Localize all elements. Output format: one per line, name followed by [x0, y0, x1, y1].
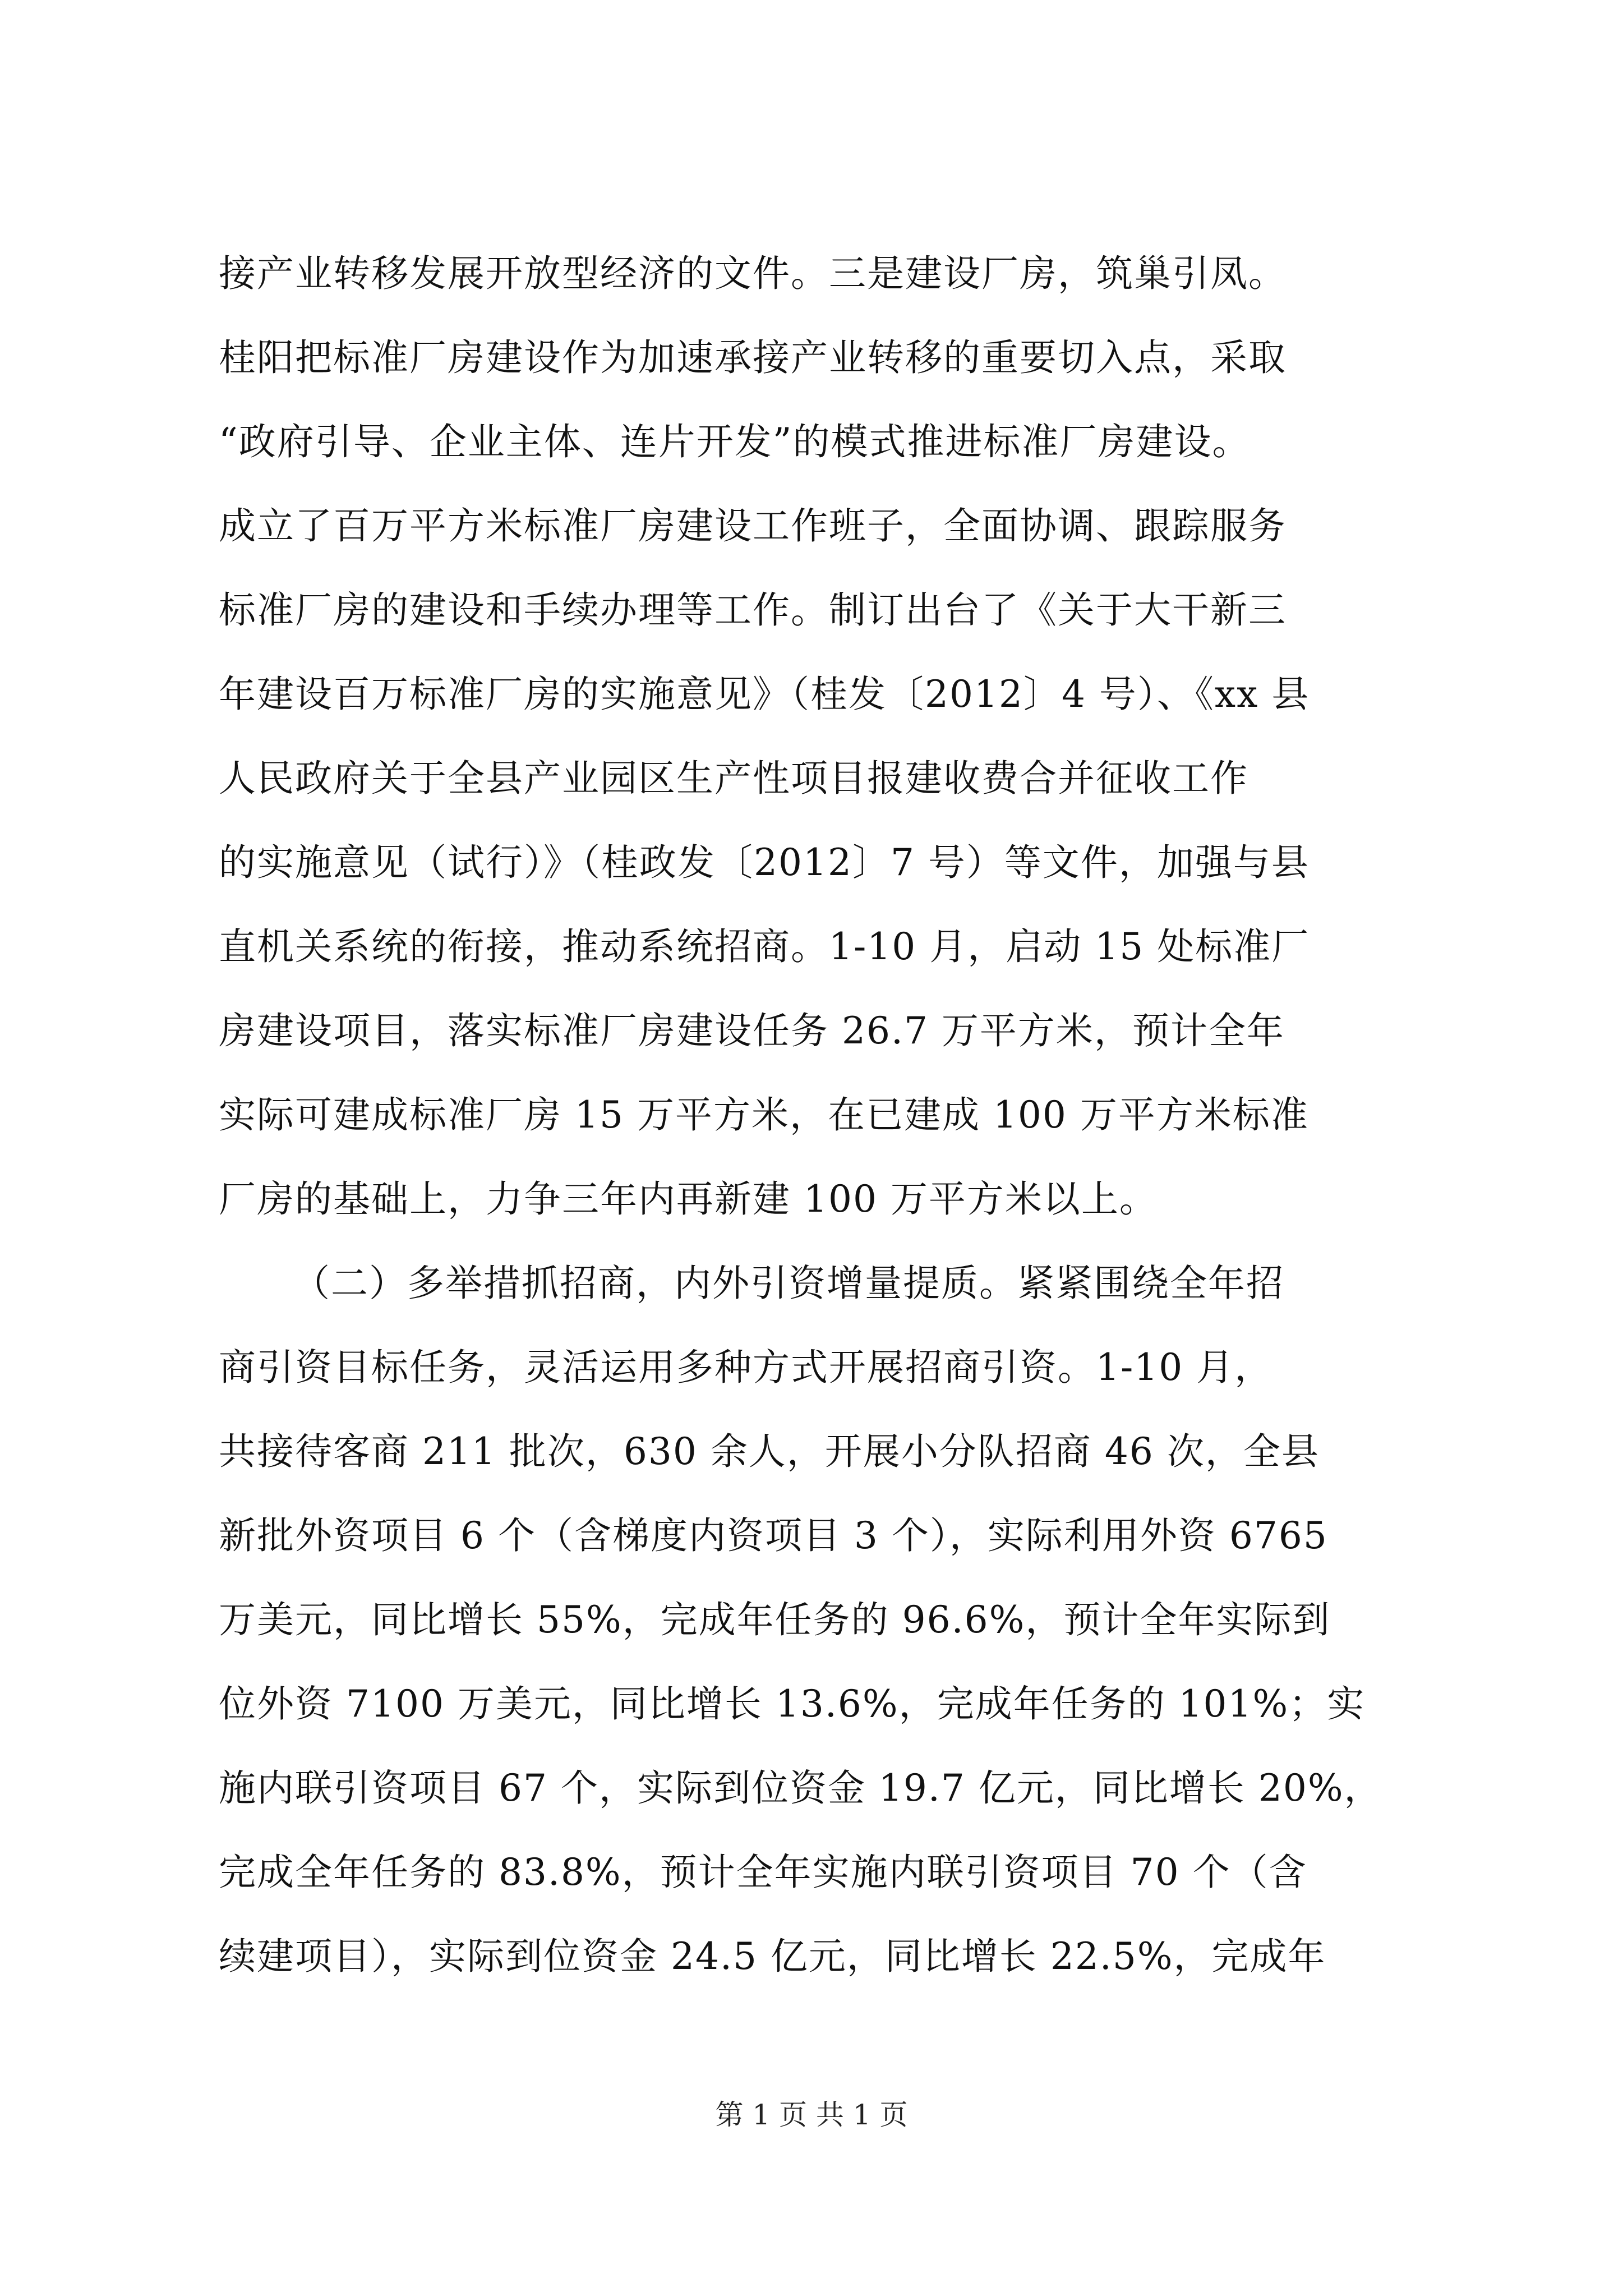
text-line: 人民政府关于全县产业园区生产性项目报建收费合并征收工作 [219, 757, 1248, 800]
page-number-label: 第 1 页 共 1 页 [715, 2099, 908, 2131]
text-line: 共接待客商 211 批次，630 余人，开展小分队招商 46 次，全县 [219, 1430, 1320, 1473]
page-footer [0, 2101, 1623, 2129]
body-text [219, 252, 1475, 2022]
text-line: 桂阳把标准厂房建设作为加速承接产业转移的重要切入点，采取 [219, 336, 1287, 379]
text-line: 接产业转移发展开放型经济的文件。三是建设厂房，筑巢引凤。 [219, 252, 1287, 295]
paragraph-start-line: （二）多举措抓招商，内外引资增量提质。紧紧围绕全年招 [293, 1262, 1284, 1305]
text-line: 厂房的基础上，力争三年内再新建 100 万平方米以上。 [219, 1177, 1158, 1221]
text-line: 标准厂房的建设和手续办理等工作。制订出台了《关于大干新三 [219, 588, 1287, 632]
text-line: 续建项目），实际到位资金 24.5 亿元，同比增长 22.5%，完成年 [219, 1935, 1326, 1978]
text-line: 位外资 7100 万美元，同比增长 13.6%，完成年任务的 101%；实 [219, 1682, 1366, 1726]
text-line: 的实施意见（试行）》（桂政发〔2012〕7 号）等文件，加强与县 [219, 841, 1310, 884]
text-line: 万美元，同比增长 55%，完成年任务的 96.6%，预计全年实际到 [219, 1598, 1331, 1641]
text-line: 完成全年任务的 83.8%，预计全年实施内联引资项目 70 个（含 [219, 1851, 1307, 1894]
text-line: 施内联引资项目 67 个，实际到位资金 19.7 亿元，同比增长 20%， [219, 1766, 1382, 1810]
text-line: 实际可建成标准厂房 15 万平方米，在已建成 100 万平方米标准 [219, 1093, 1309, 1137]
text-line: 商引资目标任务，灵活运用多种方式开展招商引资。1-10 月， [219, 1346, 1273, 1389]
text-line: 直机关系统的衔接，推动系统招商。1-10 月，启动 15 处标准厂 [219, 925, 1310, 968]
text-line: 新批外资项目 6 个（含梯度内资项目 3 个），实际利用外资 6765 [219, 1514, 1328, 1557]
text-line: “政府引导、企业主体、连片开发”的模式推进标准厂房建设。 [219, 420, 1251, 463]
text-line: 成立了百万平方米标准厂房建设工作班子，全面协调、跟踪服务 [219, 504, 1287, 547]
text-line: 房建设项目，落实标准厂房建设任务 26.7 万平方米，预计全年 [219, 1009, 1285, 1052]
text-line: 年建设百万标准厂房的实施意见》（桂发〔2012〕4 号）、《xx 县 [219, 673, 1310, 716]
